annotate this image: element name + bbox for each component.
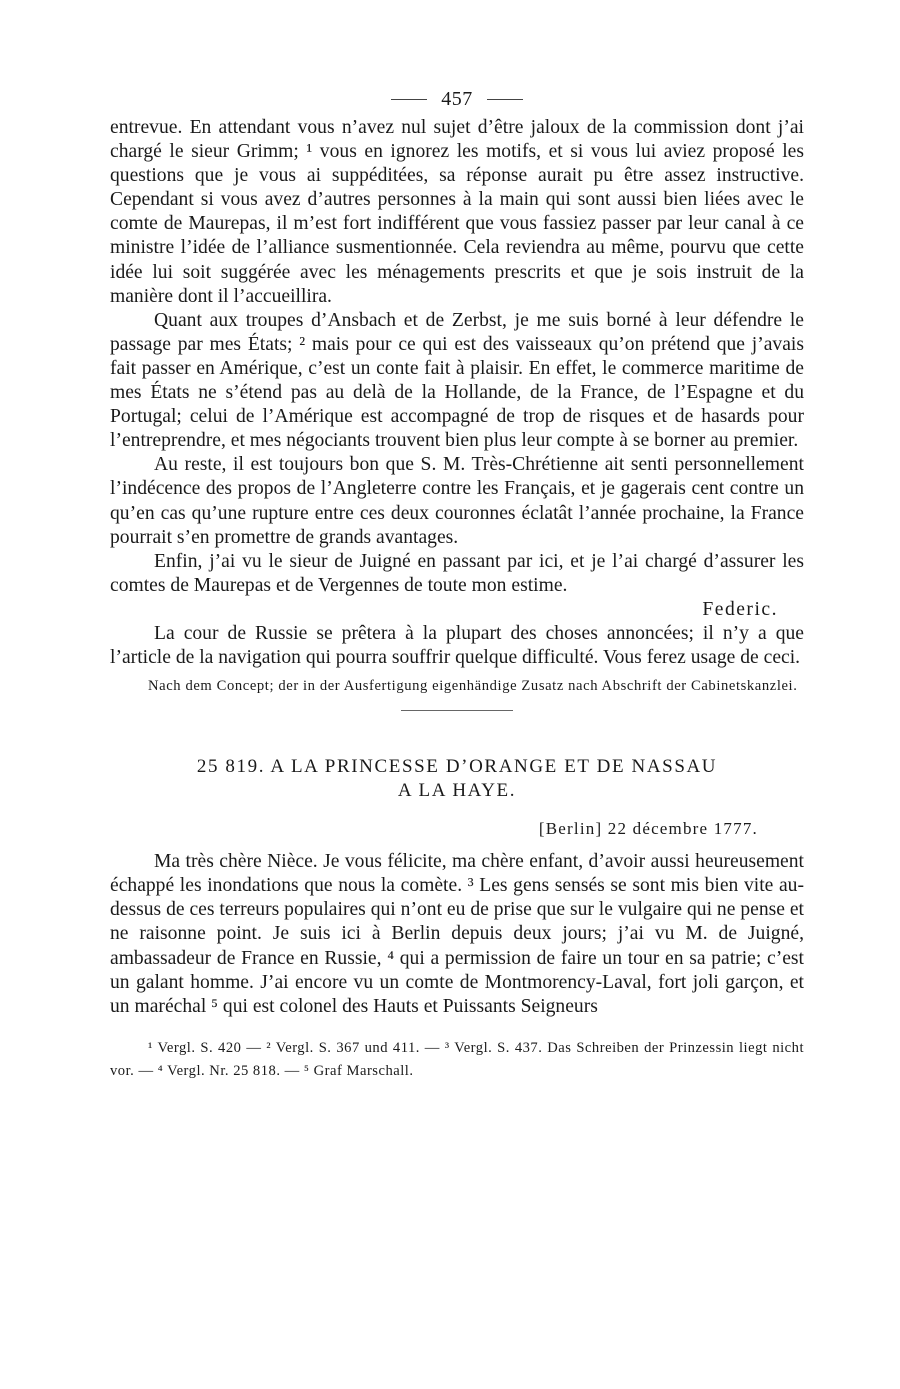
document-page — [110, 82, 804, 1083]
paragraph-4: Enfin, j’ai vu le sieur de Juigné en passant par ici, et je l’ai chargé d’assurer les comtes de Maurepas et de Vergennes de toute mon estime. — [110, 550, 804, 596]
letter-paragraph: Ma très chère Nièce. Je vous félicite, ma chère enfant, d’avoir aussi heureusement échappé les inondations que nous la comète. ³ Les gens sensés se sont mis bien vite au-dessus de ces terreurs populaires qui n’ont eu de prise que sur le vulgaire qui ne pense et ne raisonne point. Je suis ici à Berlin depuis deux jours; j’ai vu M. de Juigné, ambassadeur de France en Russie, ⁴ qui a permission de faire un tour en sa patrie; c’est un galant homme. J’ai encore vu un comte de Montmorency-Laval, fort joli garçon, et un maréchal ⁵ qui est colonel des Hauts et Puissants Seigneurs — [110, 851, 804, 1017]
paragraph-2: Quant aux troupes d’Ansbach et de Zerbst, je me suis borné à leur défendre le passage par mes États; ² mais pour ce qui est des vaisseaux qu’on prétend que j’avais fait passer en Amérique, c’est un conte fait à plaisir. En effet, le commerce maritime de mes États ne s’étend pas au delà de la Hollande, de la France, de l’Espagne et du Portugal; celui de l’Amérique est accompagné de trop de risques et de hasards pour l’entreprendre, et mes négociants trouvent bien plus leur compte à se borner au premier. — [110, 309, 804, 452]
signature: Federic. — [702, 598, 778, 620]
section-divider — [401, 710, 513, 711]
page-header — [110, 82, 804, 116]
header-dash-right — [487, 99, 523, 100]
source-note-text: Nach dem Concept; der in der Ausfertigung eigenhändige Zusatz nach Abschrift der Cabinetskanzlei. — [148, 678, 798, 695]
header-dash-left — [391, 99, 427, 100]
page-number: 457 — [441, 87, 473, 110]
letter-title-line-2: A LA HAYE. — [397, 780, 517, 802]
letter-heading — [110, 755, 804, 803]
footnotes — [110, 1037, 804, 1083]
main-text — [110, 116, 804, 670]
source-note — [110, 676, 804, 696]
paragraph-1: entrevue. En attendant vous n’avez nul sujet d’être jaloux de la commission dont j’ai chargé le sieur Grimm; ¹ vous en ignorez les motifs, et si vous lui aviez proposé les questions que je vous ai suppéditées, sa réponse aurait pu être assez instructive. Cependant si vous avez d’autres personnes à la main qui sont aussi bien liées avec le comte de Maurepas, il m’est fort indifférent que vous fassiez passer par leur canal à ce ministre l’idée de l’alliance susmentionnée. Cela reviendra au même, pourvu que cette idée lui soit suggérée avec les ménagements prescrits et que je sois instruit de la manière dont il l’accueillira. — [110, 117, 804, 307]
letter-body — [110, 850, 804, 1019]
letter-dateline: [Berlin] 22 décembre 1777. — [538, 819, 758, 839]
footnotes-text: ¹ Vergl. S. 420 — ² Vergl. S. 367 und 411. — ³ Vergl. S. 437. Das Schreiben der Prinzessin liegt nicht vor. — ⁴ Vergl. Nr. 25 818. — ⁵ Graf Marschall. — [110, 1039, 804, 1079]
paragraph-3: Au reste, il est toujours bon que S. M. Très-Chrétienne ait senti personnellement l’indécence des propos de l’Angleterre contre les Français, et je gagerais cent contre un qu’en cas qu’une rupture entre ces deux couronnes éclatât l’année prochaine, la France pourrait s’en promettre de grands avantages. — [110, 454, 804, 548]
letter-title-line-1: 25 819. A LA PRINCESSE D’ORANGE ET DE NASSAU — [196, 756, 718, 778]
postscript: La cour de Russie se prêtera à la plupart des choses annoncées; il n’y a que l’article de la navigation qui pourra souffrir quelque difficulté. Vous ferez usage de ceci. — [110, 622, 804, 669]
